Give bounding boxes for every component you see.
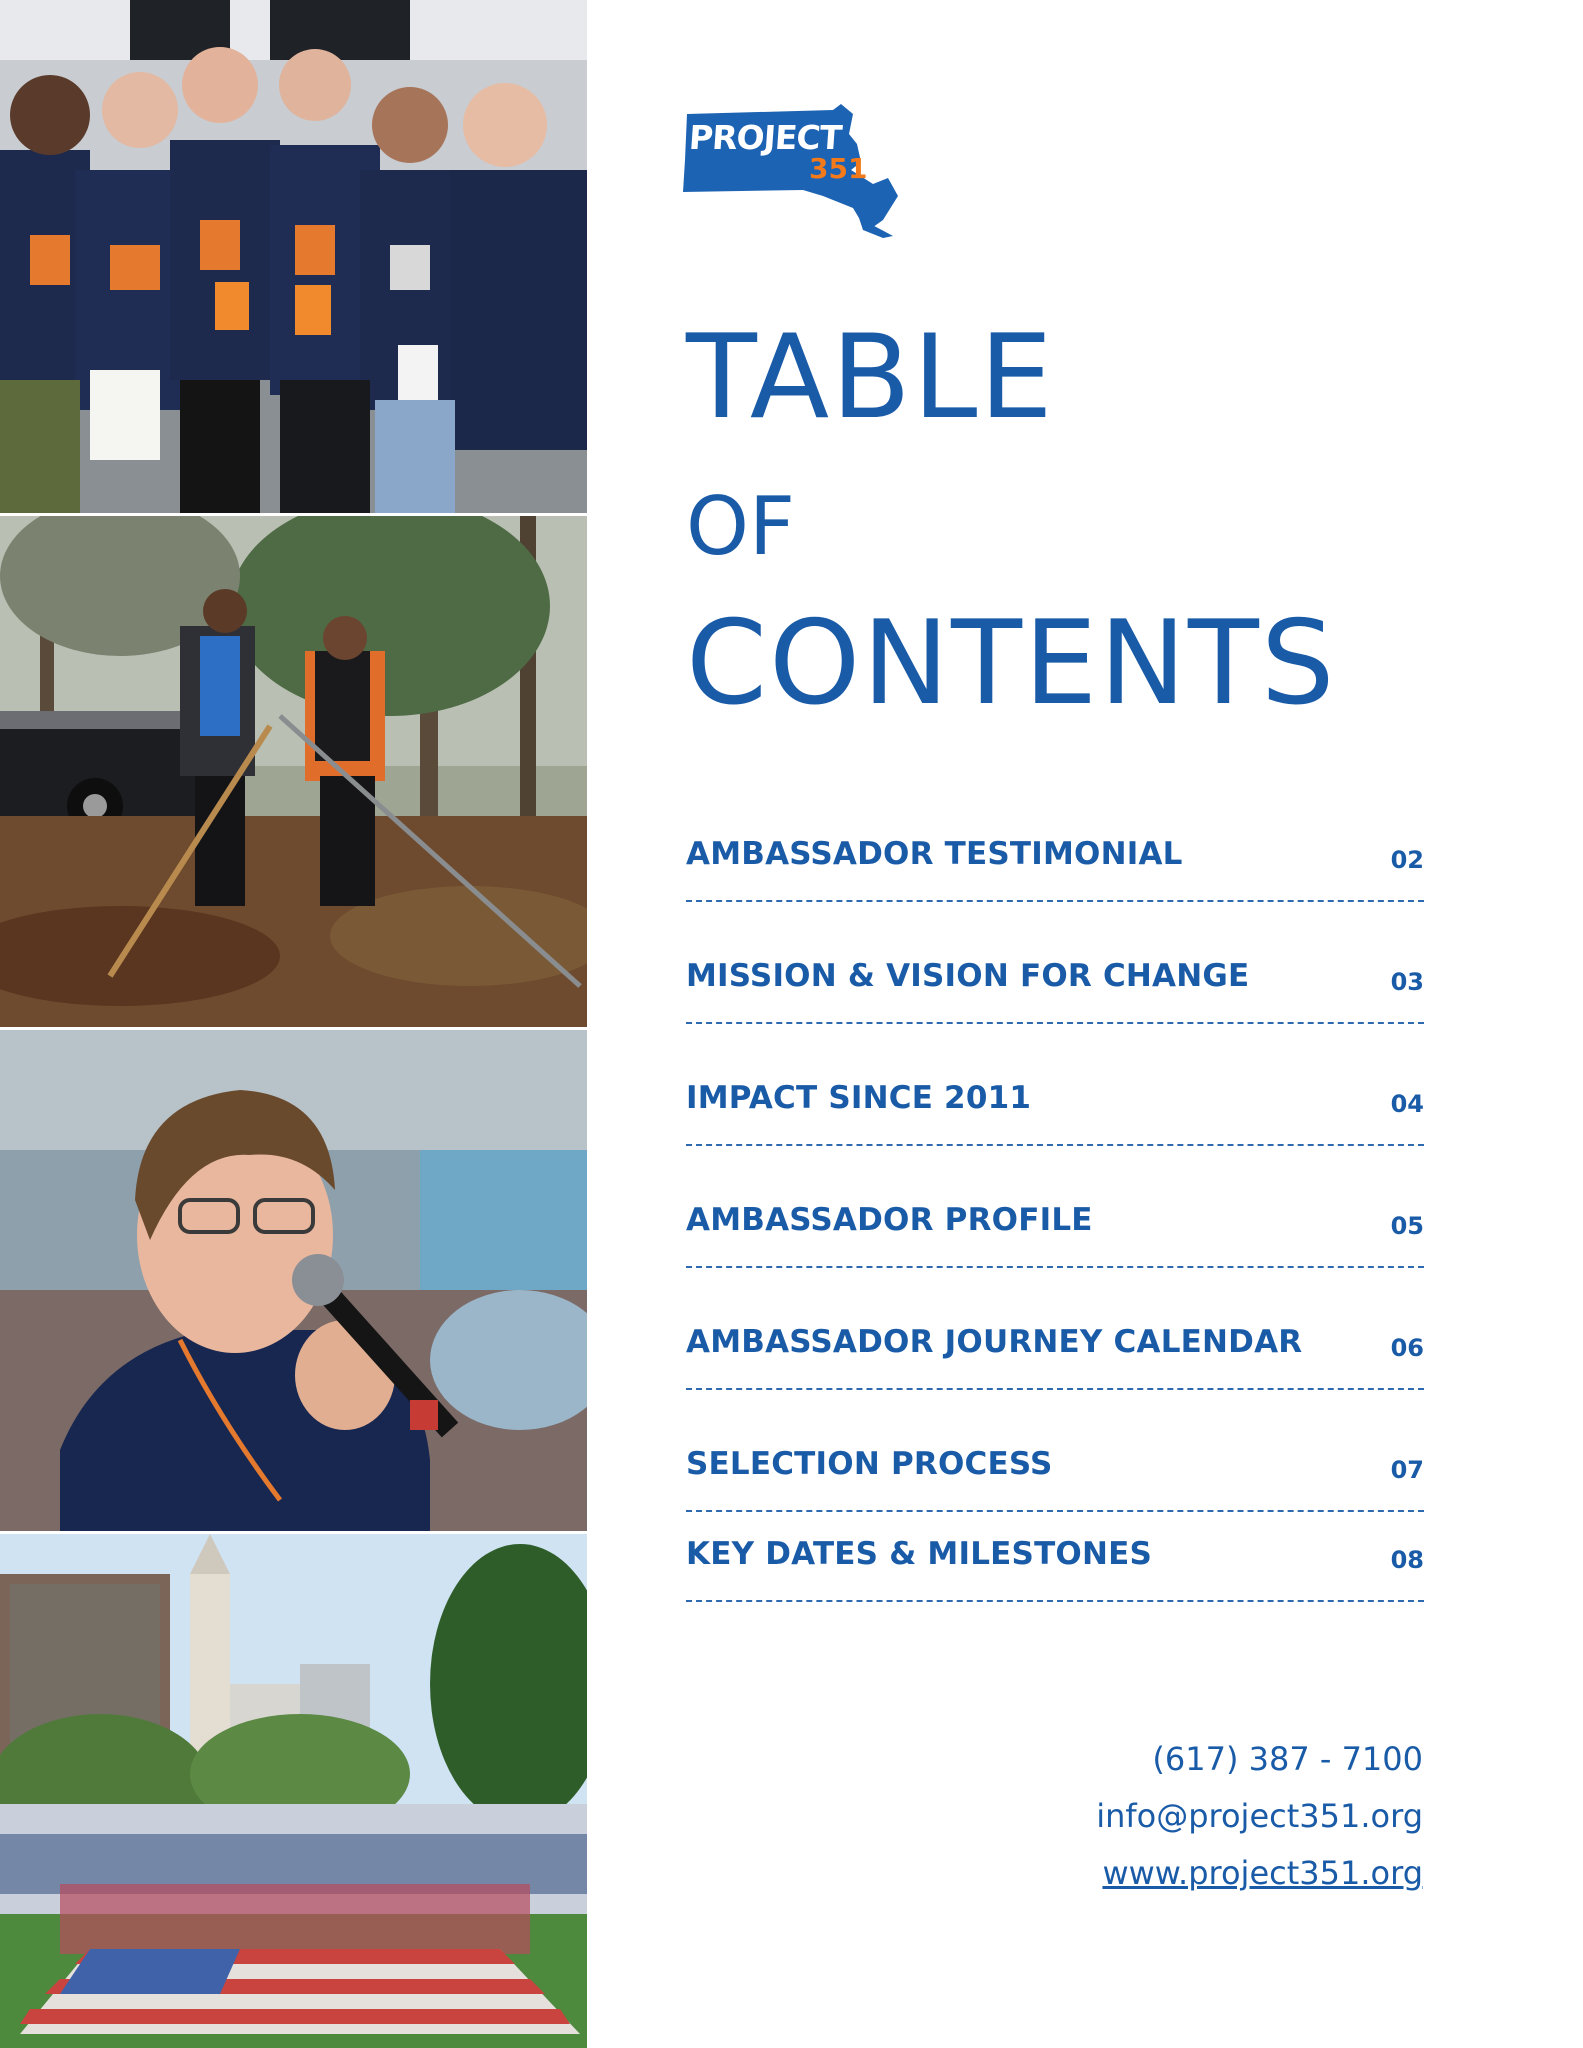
toc-entry-label: AMBASSADOR JOURNEY CALENDAR — [686, 1324, 1303, 1360]
page-title-line-1: TABLE — [686, 310, 1055, 445]
toc-entry-page: 05 — [1390, 1212, 1424, 1240]
photo-flag-group — [0, 1534, 587, 2048]
toc-entry-impact[interactable] — [686, 1044, 1424, 1146]
project351-logo — [683, 100, 903, 240]
toc-entry-page: 02 — [1390, 846, 1424, 874]
toc-entry-label: KEY DATES & MILESTONES — [686, 1536, 1153, 1572]
toc-entry-page: 08 — [1390, 1546, 1424, 1574]
page-title-line-2: OF — [686, 480, 795, 573]
toc-entry-label: SELECTION PROCESS — [686, 1446, 1053, 1482]
contact-website-link[interactable]: www.project351.org — [1102, 1854, 1423, 1892]
toc-entry-page: 03 — [1390, 968, 1424, 996]
toc-entry-label: MISSION & VISION FOR CHANGE — [686, 958, 1250, 994]
toc-entry-label: AMBASSADOR TESTIMONIAL — [686, 836, 1183, 872]
contact-email[interactable]: info@project351.org — [1096, 1797, 1423, 1835]
toc-entry-profile[interactable] — [686, 1166, 1424, 1268]
photo-ambassadors-group — [0, 0, 587, 513]
toc-entry-selection[interactable] — [686, 1410, 1424, 1512]
toc-entry-page: 04 — [1390, 1090, 1424, 1118]
toc-entry-label: IMPACT SINCE 2011 — [686, 1080, 1032, 1116]
toc-entry-calendar[interactable] — [686, 1288, 1424, 1390]
contact-phone: (617) 387 - 7100 — [1152, 1740, 1423, 1778]
photo-speaker — [0, 1030, 587, 1531]
page-title-line-3: CONTENTS — [686, 596, 1337, 731]
logo-wordmark: PROJECT — [687, 118, 843, 157]
toc-entry-mission[interactable] — [686, 922, 1424, 1024]
photo-column — [0, 0, 587, 2048]
logo-number: 351 — [809, 152, 868, 185]
toc-entry-key-dates[interactable] — [686, 1530, 1424, 1602]
toc-entry-page: 07 — [1390, 1456, 1424, 1484]
photo-park-cleanup — [0, 516, 587, 1027]
toc-entry-page: 06 — [1390, 1334, 1424, 1362]
toc-entry-label: AMBASSADOR PROFILE — [686, 1202, 1093, 1238]
toc-entry-testimonial[interactable] — [686, 800, 1424, 902]
